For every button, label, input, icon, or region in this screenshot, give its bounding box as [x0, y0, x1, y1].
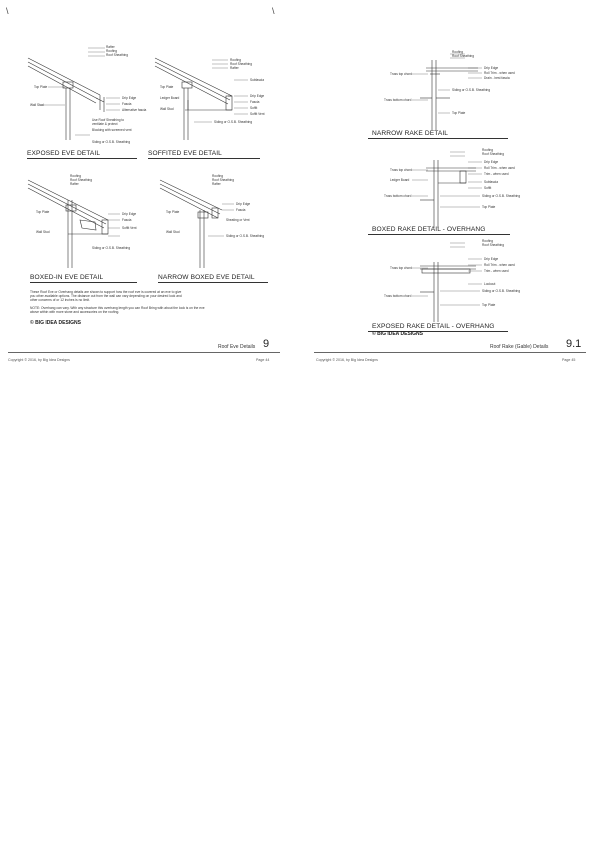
note-line: These Roof Eve or Overhang details are shown to support how the roof eve is covered at an eve to give [30, 290, 182, 294]
corner-mark: \ [272, 6, 275, 16]
label-roofing: Roofing [106, 49, 117, 53]
label-roof-sheathing: Roof Sheathing [106, 53, 128, 57]
label-rafter-4: Rafter [212, 182, 221, 186]
label-truss-bottom-3: Truss bottom chord [384, 294, 412, 298]
boxed-rake-drawing [420, 160, 476, 228]
label-roofing-3: Roofing [482, 239, 493, 243]
left-page [0, 0, 300, 380]
label-subfascia: Subfascia [484, 180, 498, 184]
narrow-rake-drawing [420, 60, 478, 130]
page-label: Page 44 [256, 358, 270, 362]
detail-title-soffited-eve: SOFFITED EVE DETAIL [148, 150, 222, 157]
label-roof-sheathing: Roof Sheathing [452, 54, 474, 58]
label-siding-3: Siding or O.S.B. Sheathing [92, 246, 131, 250]
title-underline [368, 234, 510, 235]
label-truss-bottom: Truss bottom chord [384, 98, 412, 102]
label-drain-fascia: Drain - best fascia [484, 76, 510, 80]
label-drip-edge-2: Drip Edge [484, 160, 499, 164]
label-top-plate-3: Top Plate [482, 303, 496, 307]
label-truss-bottom-2: Truss bottom chord [384, 194, 412, 198]
label-ledger: Ledger Board [160, 96, 180, 100]
title-underline [27, 158, 137, 159]
copyright: Copyright © 2016, by Big Idea Designs [8, 358, 70, 362]
label-drip-edge: Drip Edge [484, 66, 499, 70]
title-underline [30, 282, 137, 283]
label-wall-stud-2: Wall Stud [160, 107, 174, 111]
label-top-plate-4: Top Plate [166, 210, 180, 214]
label-top-plate: Top Plate [34, 85, 48, 89]
label-drip-edge-2: Drip Edge [250, 94, 265, 98]
label-siding: Siding or O.S.B. Sheathing [452, 88, 491, 92]
footer-title: Roof Eve Details [218, 344, 256, 350]
label-use-sheathing: Use Roof Sheathing to [92, 118, 125, 122]
label-roof-sheathing-4: Roof Sheathing [212, 178, 234, 182]
brand-mark: © BIG IDEA DESIGNS [372, 331, 424, 337]
copyright: Copyright © 2016, by Big Idea Designs [316, 358, 378, 362]
label-roofing-2: Roofing [482, 148, 493, 152]
label-drip-edge: Drip Edge [122, 96, 137, 100]
label-trim-2: Trim - when used [484, 172, 509, 176]
narrow-boxed-eve-drawing [160, 180, 222, 268]
label-ledger: Ledger Board [390, 178, 410, 182]
label-trim-3: Trim - when used [484, 269, 509, 273]
label-roof-sheathing-3: Roof Sheathing [482, 243, 504, 247]
label-siding-2: Siding or O.S.B. Sheathing [482, 194, 521, 198]
label-wall-stud: Wall Stud [30, 103, 44, 107]
exposed-rake-drawing [420, 262, 476, 322]
label-soffit: Soffit [484, 186, 492, 190]
title-underline [158, 282, 268, 283]
label-top-plate-3: Top Plate [36, 210, 50, 214]
boxed-in-eve-drawing [28, 180, 108, 268]
detail-title-exposed-rake: EXPOSED RAKE DETAIL - OVERHANG [372, 323, 495, 330]
section-number: 9 [263, 338, 270, 350]
section-number: 9.1 [566, 338, 582, 350]
label-roofing: Roofing [452, 50, 463, 54]
label-top-plate-2: Top Plate [482, 205, 496, 209]
note-line: NOTE: Overhang can vary. With any structure this overhang length you can Roof Bring with about the look is on the eve [30, 305, 205, 310]
rake-drawing-labels [384, 50, 520, 307]
label-drip-edge-3: Drip Edge [484, 257, 499, 261]
detail-title-exposed-eve: EXPOSED EVE DETAIL [27, 150, 101, 157]
label-roll-trim-2: Roll Trim - when used [484, 166, 515, 170]
label-use-sheathing-2: ventilate & protect [92, 122, 118, 126]
label-alt-fascia: Alternative fascia [122, 108, 147, 112]
label-sheating-vent: Sheating or Vent [226, 218, 250, 222]
page-label: Page 45 [562, 358, 576, 362]
note-line: above within with more stone and accessories on the roofing. [30, 309, 120, 314]
label-truss-top-2: Truss top chord [390, 168, 413, 172]
right-page [272, 0, 600, 380]
label-roll-trim-3: Roll Trim - when used [484, 263, 515, 267]
detail-title-boxed-rake: BOXED RAKE DETAIL - OVERHANG [372, 226, 486, 233]
label-fascia: Fascia [122, 102, 132, 106]
label-soffit: Soffit [250, 106, 258, 110]
eve-notes [30, 290, 205, 314]
note-line: you other available options. The distance out from the wall can vary depending on your desired look and [30, 294, 182, 299]
label-truss-top-3: Truss top chord [390, 266, 413, 270]
label-lookout: Lookout [484, 282, 496, 286]
label-drip-edge-3: Drip Edge [122, 212, 137, 216]
label-roof-sheathing-2: Roof Sheathing [482, 152, 504, 156]
label-rafter-3: Rafter [70, 182, 79, 186]
footer-rule [314, 352, 586, 353]
label-rafter-2: Rafter [230, 66, 239, 70]
title-underline [368, 138, 508, 139]
label-wall-stud-4: Wall Stud [166, 230, 180, 234]
label-fascia-4: Fascia [236, 208, 246, 212]
label-truss-top: Truss top chord [390, 72, 413, 76]
label-roofing-3: Roofing [70, 174, 81, 178]
label-siding-3: Siding or O.S.B. Sheathing [482, 289, 521, 293]
label-rafter: Rafter [106, 45, 115, 49]
label-top-plate: Top Plate [452, 111, 466, 115]
detail-title-boxed-in-eve: BOXED-IN EVE DETAIL [30, 274, 104, 281]
footer-rule [8, 352, 280, 353]
label-fascia-2: Fascia [250, 100, 260, 104]
label-roofing-2: Roofing [230, 58, 241, 62]
title-underline [148, 158, 260, 159]
eve-drawing-labels [30, 45, 265, 250]
label-siding: Siding or O.S.B. Sheathing [92, 140, 131, 144]
label-fascia-3: Fascia [122, 218, 132, 222]
note-line: other concerns of or 12 inches is no limit. [30, 298, 90, 303]
label-soffit-vent: Soffit Vent [250, 112, 265, 116]
label-siding-4: Siding or O.S.B. Sheathing [226, 234, 265, 238]
brand-mark: © BIG IDEA DESIGNS [30, 320, 82, 326]
label-siding-2: Siding or O.S.B. Sheathing [214, 120, 253, 124]
detail-title-narrow-rake: NARROW RAKE DETAIL [372, 130, 449, 137]
label-roof-sheathing-2: Roof Sheathing [230, 62, 252, 66]
label-subfascia: Subfascia [250, 78, 264, 82]
label-blocking: Blocking with screened vent [92, 128, 132, 132]
footer-title: Roof Rake (Gable) Details [490, 344, 549, 350]
label-top-plate-2: Top Plate [160, 85, 174, 89]
detail-title-narrow-boxed-eve: NARROW BOXED EVE DETAIL [158, 274, 255, 281]
label-roll-trim: Roll Trim - when used [484, 71, 515, 75]
label-roofing-4: Roofing [212, 174, 223, 178]
label-soffit-vent-3: Soffit Vent [122, 226, 137, 230]
label-drip-edge-4: Drip Edge [236, 202, 251, 206]
corner-mark: \ [6, 6, 9, 16]
label-wall-stud-3: Wall Stud [36, 230, 50, 234]
label-roof-sheathing-3: Roof Sheathing [70, 178, 92, 182]
